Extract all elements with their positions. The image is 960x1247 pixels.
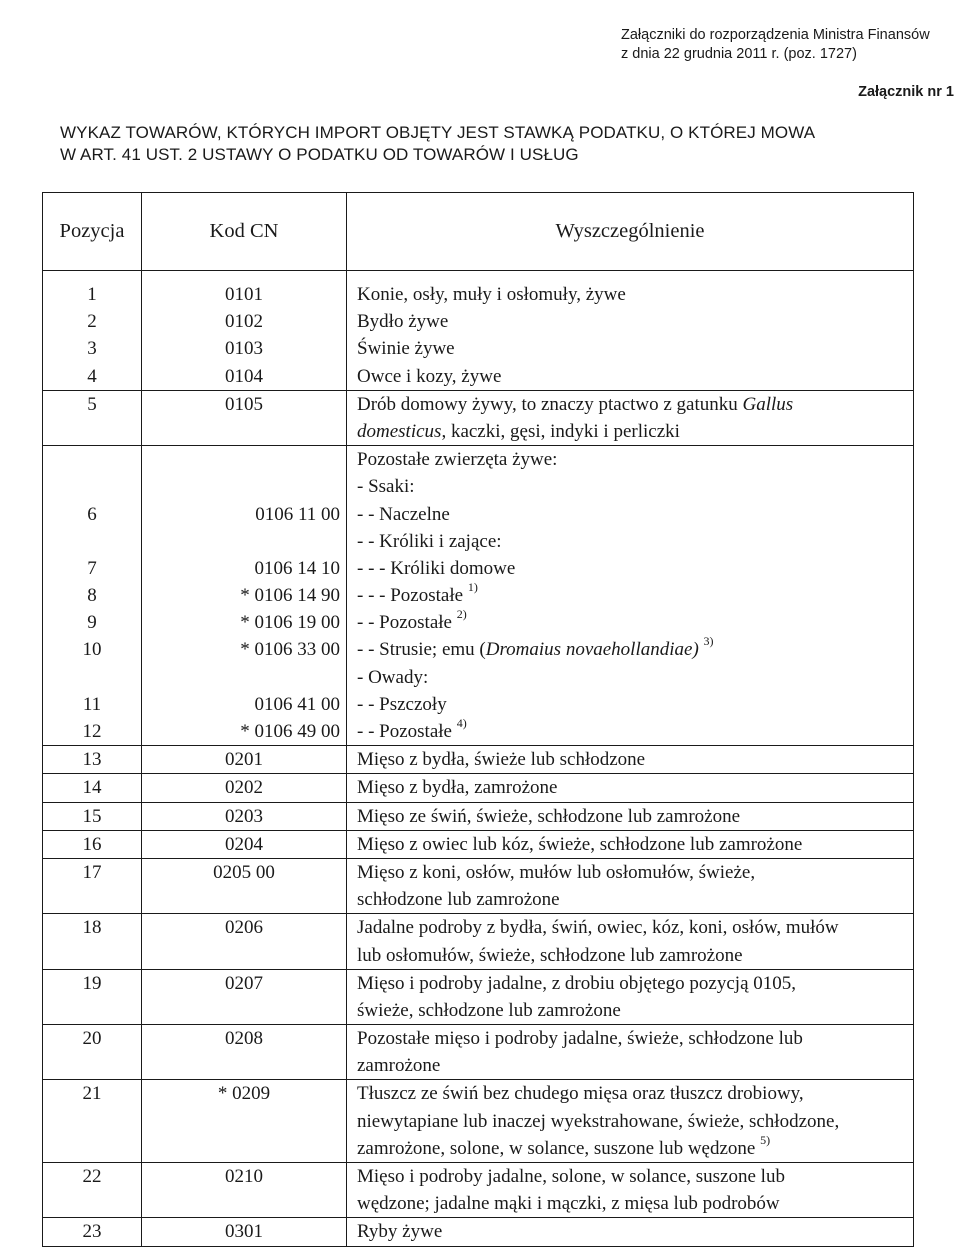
table-row-group bbox=[43, 446, 914, 746]
footnote-ref: 5) bbox=[760, 1132, 771, 1147]
footnote-ref: 4) bbox=[456, 716, 467, 730]
table-row: 19 0207 Mięso i podroby jadalne, z drobiu objętego pozycją 0105, świeże, schłodzone lub zamrożone bbox=[43, 969, 914, 1024]
table-row: 21 * 0209 Tłuszcz ze świń bez chudego mięsa oraz tłuszcz drobiowy, niewytapiane lub inaczej wyekstrahowane, świeże, schłodzone, zamrożone, solone, w solance, suszone lub wędzone $^{5)}$ bbox=[43, 1080, 914, 1163]
table-header-row bbox=[43, 193, 914, 271]
column-header-description: Wyszczególnienie bbox=[347, 193, 914, 271]
column-header-cn-code: Kod CN bbox=[142, 193, 347, 271]
table-row: 15 0203 Mięso ze świń, świeże, schłodzone lub zamrożone bbox=[43, 802, 914, 830]
footnote-ref: 2) bbox=[456, 607, 467, 622]
table-row: 22 0210 Mięso i podroby jadalne, solone, w solance, suszone lub wędzone; jadalne mąki i mączki, z mięsa lub podrobów bbox=[43, 1163, 914, 1218]
position-cell: 5 bbox=[43, 390, 142, 445]
document-title-line2: W ART. 41 UST. 2 USTAWY O PODATKU OD TOWARÓW I USŁUG bbox=[60, 145, 579, 164]
description-cell: Konie, osły, muły i osłomuły, żywe Bydło żywe Świnie żywe Owce i kozy, żywe bbox=[347, 271, 914, 391]
table-row: 16 0204 Mięso z owiec lub kóz, świeże, schłodzone lub zamrożone bbox=[43, 830, 914, 858]
position-cell: 6 7 8 9 10 11 12 bbox=[43, 446, 142, 746]
table-row: 23 0301 Ryby żywe bbox=[43, 1218, 914, 1246]
table-row: 17 0205 00 Mięso z koni, osłów, mułów lub osłomułów, świeże, schłodzone lub zamrożone bbox=[43, 858, 914, 913]
description-cell: Drób domowy żywy, to znaczy ptactwo z gatunku Gallus domesticus, kaczki, gęsi, indyki i perliczki bbox=[347, 390, 914, 445]
regulation-header-line1: Załączniki do rozporządzenia Ministra Finansów bbox=[621, 27, 930, 43]
document-title-line1: WYKAZ TOWARÓW, KTÓRYCH IMPORT OBJĘTY JEST STAWKĄ PODATKU, O KTÓREJ MOWA bbox=[60, 123, 816, 142]
table-row: 20 0208 Pozostałe mięso i podroby jadalne, świeże, schłodzone lub zamrożone bbox=[43, 1025, 914, 1080]
footnote-ref: 3) bbox=[703, 634, 714, 649]
cn-code-cell: 0105 bbox=[142, 390, 347, 445]
table-row: 13 0201 Mięso z bydła, świeże lub schłodzone bbox=[43, 746, 914, 774]
table-row bbox=[43, 271, 914, 391]
goods-table bbox=[42, 192, 914, 1247]
column-header-position: Pozycja bbox=[43, 193, 142, 271]
cn-code-cell: 0101 0102 0103 0104 bbox=[142, 271, 347, 391]
table-row bbox=[43, 390, 914, 445]
footnote-ref: 1) bbox=[467, 580, 478, 595]
table-row: 18 0206 Jadalne podroby z bydła, świń, owiec, kóz, koni, osłów, mułów lub osłomułów, świeże, schłodzone lub zamrożone bbox=[43, 914, 914, 969]
position-cell: 1 2 3 4 bbox=[43, 271, 142, 391]
regulation-header-line2: z dnia 22 grudnia 2011 r. (poz. 1727) bbox=[621, 46, 857, 62]
annex-number: Załącznik nr 1 bbox=[858, 84, 954, 100]
cn-code-cell: 0106 11 00 0106 14 10 * 0106 14 90 * 0106 19 00 * 0106 33 00 0106 41 00 * 0106 49 00 bbox=[142, 446, 347, 746]
description-cell: Pozostałe zwierzęta żywe: - Ssaki: - - Naczelne - - Króliki i zające: - - - Króliki domowe - - - Pozostałe $^{1)}$ - - Pozostałe $^{2)}$ - - Strusie; emu (Dromaius novaehollandiae) $^{3)}$ - Owady: - - Pszczoły - - Pozostałe $^{4)}$ bbox=[347, 446, 914, 746]
table-row: 14 0202 Mięso z bydła, zamrożone bbox=[43, 774, 914, 802]
